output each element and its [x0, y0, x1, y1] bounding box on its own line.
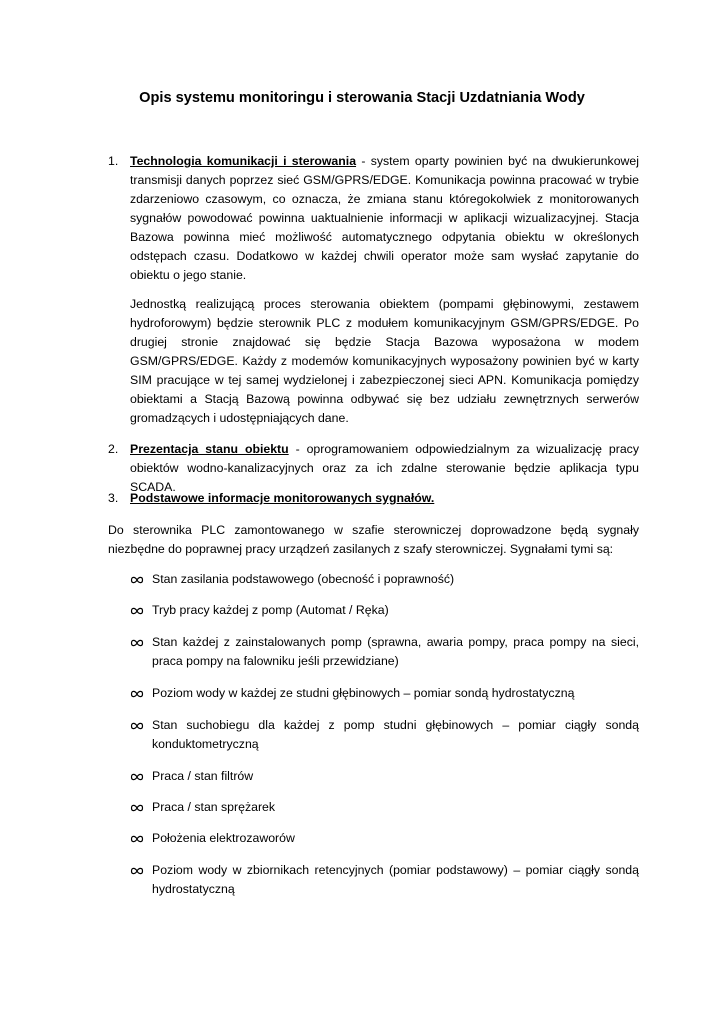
section-number: 1. [108, 154, 119, 168]
section-1-heading: Technologia komunikacji i sterowania [130, 154, 357, 168]
infinity-bullet-icon [130, 721, 144, 731]
section-2-text: oprogramowaniem odpowiedzialnym za wizualizację pracy obiektów wodno-kanalizacyjnych oraz za ich zdalne sterowanie będzie aplikacja typu SCADA. [130, 442, 639, 494]
infinity-bullet-icon [130, 834, 144, 844]
signal-item: Poziom wody w zbiornikach retencyjnych (pomiar podstawowy) – pomiar ciągły sondą hydrostatyczną [152, 863, 639, 896]
signal-item: Tryb pracy każdej z pomp (Automat / Ręka) [152, 603, 389, 617]
infinity-bullet-icon [130, 866, 144, 876]
section-number: 2. [108, 442, 119, 456]
section-number: 3. [108, 491, 119, 505]
signal-item: Stan zasilania podstawowego (obecność i poprawność) [152, 572, 455, 586]
section-3-heading: Podstawowe informacje monitorowanych sygnałów. [130, 491, 435, 505]
infinity-bullet-icon [130, 638, 144, 648]
section-2-heading: Prezentacja stanu obiektu [130, 442, 289, 456]
infinity-bullet-icon [130, 689, 144, 699]
signal-item: Stan suchobiegu dla każdej z pomp studni głębinowych – pomiar ciągły sondą konduktometryczną [152, 718, 639, 751]
infinity-bullet-icon [130, 772, 144, 782]
section-separator: - [288, 442, 307, 456]
infinity-bullet-icon [130, 803, 144, 813]
section-separator: - [356, 154, 371, 168]
signal-item: Praca / stan sprężarek [152, 800, 276, 814]
infinity-bullet-icon [130, 575, 144, 585]
section-3-paragraph [130, 489, 639, 508]
signal-item: Położenia elektrozaworów [152, 831, 295, 845]
signal-item: Stan każdej z zainstalowanych pomp (sprawna, awaria pompy, praca pompy na sieci, praca pompy na falowniku jeśli przewidziane) [152, 635, 639, 668]
signals-intro: Do sterownika PLC zamontowanego w szafie sterowniczej doprowadzone będą sygnały niezbędne do poprawnej pracy urządzeń zasilanych z szafy sterowniczej. Sygnałami tymi są: [108, 523, 639, 556]
infinity-bullet-icon [130, 606, 144, 616]
section-1-text: system oparty powinien być na dwukierunkowej transmisji danych poprzez sieć GSM/GPRS/EDGE. Komunikacja powinna pracować w trybie zdarzeniowo czasowym, co oznacza, że zmiana stanu któregokolwiek z monitorowanych sygnałów powodować powinna uaktualnienie informacji w aplikacji wizualizacyjnej. Stacja Bazowa powinna mieć możliwość automatycznego odpytania obiektu w określonych odstępach czasu. Dodatkowo w każdej chwili operator może sam wysłać zapytanie do obiektu o jego stanie. [130, 154, 639, 282]
section-1-paragraph-2: Jednostką realizującą proces sterowania obiektem (pompami głębinowymi, zestawem hydroforowym) będzie sterownik PLC z modułem komunikacyjnym GSM/GPRS/EDGE. Po drugiej stronie znajdować się będzie Stacja Bazowa wyposażona w modem GSM/GPRS/EDGE. Każdy z modemów komunikacyjnych wyposażony powinien być w karty SIM pracujące w tej samej wydzielonej i zabezpieczonej sieci APN. Komunikacja pomiędzy obiektami a Stacją Bazową powinna odbywać się bez udziału zewnętrznych serwerów gromadzących i udostępniających dane. [130, 297, 639, 425]
signal-item: Poziom wody w każdej ze studni głębinowych – pomiar sondą hydrostatyczną [152, 686, 575, 700]
page-title: Opis systemu monitoringu i sterowania Stacji Uzdatniania Wody [139, 90, 585, 106]
signal-item: Praca / stan filtrów [152, 769, 254, 783]
section-1-paragraph [130, 152, 639, 285]
